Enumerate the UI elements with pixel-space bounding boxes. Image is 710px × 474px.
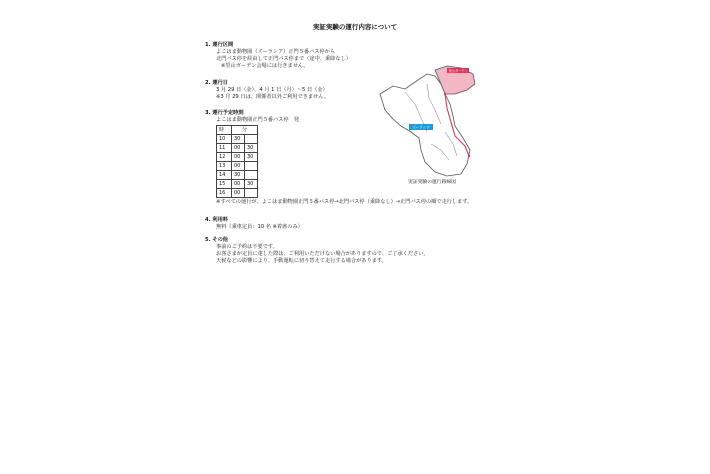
section-other	[205, 237, 429, 265]
hour-cell: 16	[217, 189, 232, 198]
timetable	[216, 125, 258, 198]
table-row	[217, 144, 258, 153]
stop-marker	[444, 93, 446, 95]
minute-cell: 30	[245, 180, 258, 189]
hour-cell: 13	[217, 162, 232, 171]
zoo-label: ズーラシア	[412, 125, 430, 130]
header-hour: 時	[217, 126, 232, 135]
minute-cell	[245, 171, 258, 180]
minute-cell	[245, 162, 258, 171]
minute-cell: 00	[232, 153, 245, 162]
minute-cell: 00	[232, 189, 245, 198]
table-row	[217, 171, 258, 180]
text-line: ※里山ガーデン会場には行きません。	[221, 63, 309, 69]
section-heading: 5. その他	[205, 237, 228, 243]
section-dates	[205, 80, 329, 101]
minute-cell: 30	[245, 153, 258, 162]
hour-cell: 12	[217, 153, 232, 162]
minute-cell: 30	[232, 135, 245, 144]
minute-cell	[245, 135, 258, 144]
section-heading: 1. 運行区間	[205, 42, 234, 48]
section-heading: 3. 運行予定時刻	[205, 110, 244, 116]
hour-cell: 15	[217, 180, 232, 189]
hour-cell: 11	[217, 144, 232, 153]
text-line: 3 月 29 日（金）、4 月 1 日（月）～5 日（金）	[216, 87, 328, 93]
section-route	[205, 42, 351, 70]
table-row	[217, 153, 258, 162]
table-row	[217, 189, 258, 198]
section-heading: 2. 運行日	[205, 80, 228, 86]
table-row	[217, 135, 258, 144]
section-fare	[205, 217, 303, 231]
hour-cell: 10	[217, 135, 232, 144]
table-header-row	[217, 126, 258, 135]
header-minute: 分	[232, 126, 258, 135]
text-line: 北門バス停を経由して正門バス停まで（途中、乗降なし）	[216, 56, 351, 62]
minute-cell: 00	[232, 162, 245, 171]
map-caption: 実証実験の運行路線図	[408, 180, 456, 185]
minute-cell: 30	[232, 171, 245, 180]
table-row	[217, 180, 258, 189]
route-note: ※すべての運行が、よこはま動物園正門５番バス停→北門バス停（乗降なし）→正門バス停の順で走行します。	[216, 199, 473, 205]
minute-cell: 30	[245, 144, 258, 153]
route-map	[375, 64, 515, 189]
text-line: 無料（乗車定員：10 名 ※着席のみ）	[216, 224, 303, 230]
stop-label: よこはま動物園正門５番バス停 発	[216, 117, 300, 123]
garden-label: 里山ガーデン	[448, 68, 468, 73]
text-line: お客さまが定員に達した際は、ご利用いただけない場合がありますので、ご了承ください。	[216, 251, 429, 257]
minute-cell: 00	[232, 180, 245, 189]
text-line: ※3 月 29 日は、関係者以外ご利用できません。	[216, 94, 329, 100]
minute-cell	[245, 189, 258, 198]
section-heading: 4. 利用料	[205, 217, 228, 223]
stop-marker	[468, 155, 470, 157]
text-line: 事前のご予約は不要です。	[216, 244, 278, 250]
text-line: よこはま動物園（ズーラシア）正門５番バス停から	[216, 49, 336, 55]
text-line: 天候などの影響により、手動運転に切り替えて走行する場合があります。	[216, 258, 387, 264]
hour-cell: 14	[217, 171, 232, 180]
minute-cell: 00	[232, 144, 245, 153]
table-row	[217, 162, 258, 171]
page-title: 実証実験の運行内容について	[312, 23, 398, 31]
